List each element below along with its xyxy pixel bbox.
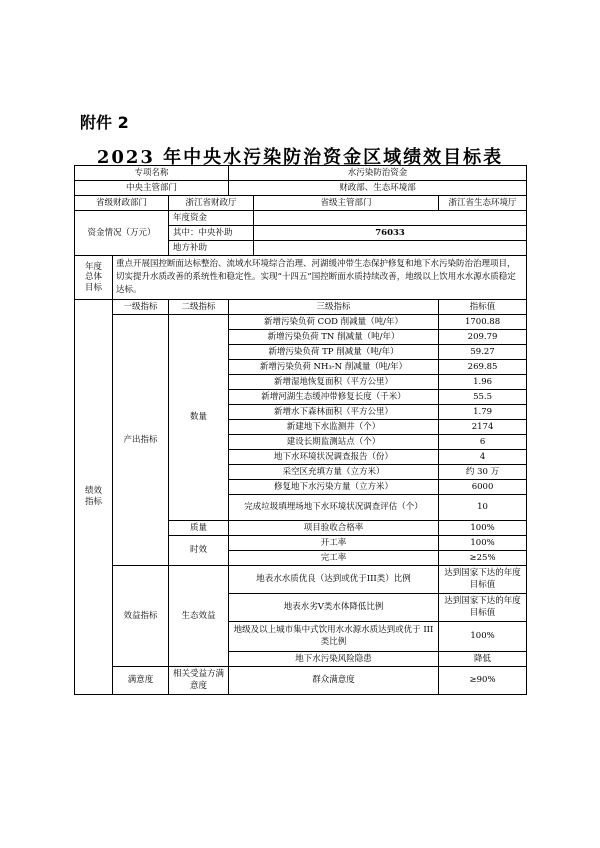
annual-goal-label: 年度 总体 目标 [75, 256, 113, 300]
table-row [75, 315, 527, 330]
project-name-row [75, 166, 527, 181]
indicator-name: 新建地下水监测井（个） [229, 420, 439, 435]
quality-label: 质量 [169, 521, 229, 536]
funds-central-value: 76033 [254, 226, 527, 241]
prov-finance-label: 省级财政部门 [75, 196, 169, 211]
indicator-name: 地表水劣V类水体降低比例 [229, 594, 439, 622]
project-name-value: 水污染防治资金 [229, 166, 527, 181]
indicator-value: 6 [439, 435, 527, 450]
indicator-name: 地表水水质优良（达到或优于III类）比例 [229, 566, 439, 594]
table-row [75, 566, 527, 594]
satisfaction-label: 满意度 [113, 667, 169, 695]
col-value-header: 指标值 [439, 300, 527, 315]
project-name-label: 专项名称 [75, 166, 229, 181]
indicator-name: 新增污染负荷 TN 削减量（吨/年） [229, 330, 439, 345]
funds-local-value [254, 241, 527, 256]
indicator-name: 地级及以上城市集中式饮用水水源水质达到或优于 III 类比例 [229, 622, 439, 652]
indicator-name: 地下水环境状况调查报告（份） [229, 450, 439, 465]
indicator-value: 达到国家下达的年度目标值 [439, 566, 527, 594]
indicator-name: 新增河湖生态缓冲带修复长度（千米） [229, 390, 439, 405]
indicator-value: 4 [439, 450, 527, 465]
output-indicator-label: 产出指标 [113, 315, 169, 566]
indicator-value: 2174 [439, 420, 527, 435]
central-dept-row [75, 181, 527, 196]
prov-dept-value: 浙江省生态环境厅 [439, 196, 527, 211]
timeliness-label: 时效 [169, 536, 229, 566]
funds-row-annual [75, 211, 527, 226]
indicator-value: 6000 [439, 480, 527, 495]
col-level3-header: 三级指标 [229, 300, 439, 315]
indicator-name: 地下水污染风险隐患 [229, 652, 439, 667]
indicator-value: 209.79 [439, 330, 527, 345]
indicator-value: 1.79 [439, 405, 527, 420]
indicator-value: 55.5 [439, 390, 527, 405]
indicator-name: 项目验收合格率 [229, 521, 439, 536]
indicator-value: 100% [439, 536, 527, 551]
indicator-value: 降低 [439, 652, 527, 667]
attachment-label: 附件 2 [80, 113, 129, 132]
funds-annual-value [254, 211, 527, 226]
indicator-name: 新增污染负荷 COD 削减量（吨/年） [229, 315, 439, 330]
indicator-name: 修复地下水污染方量（立方米） [229, 480, 439, 495]
annual-goal-row [75, 256, 527, 300]
indicator-value: 59.27 [439, 345, 527, 360]
indicator-value: 约 30 万 [439, 465, 527, 480]
indicator-value: 10 [439, 495, 527, 521]
indicator-name: 采空区充填方量（立方米） [229, 465, 439, 480]
prov-finance-value: 浙江省财政厅 [169, 196, 254, 211]
page-title: 2023 年中央水污染防治资金区域绩效目标表 [96, 147, 504, 168]
satisfaction-sub-label: 相关受益方满意度 [169, 667, 229, 695]
funds-local-label: 地方补助 [169, 241, 254, 256]
annual-goal-text: 重点开展国控断面达标整治、流域水环境综合治理、河湖缓冲带生态保护修复和地下水污染防治治理项目，切实提升水质改善的系统性和稳定性。实现“十四五”国控断面水质持续改善，地级以上饮用水水源水质稳定达标。 [113, 256, 527, 300]
eco-benefit-label: 生态效益 [169, 566, 229, 667]
central-dept-label: 中央主管部门 [75, 181, 229, 196]
col-level2-header: 二级指标 [169, 300, 229, 315]
indicator-name: 开工率 [229, 536, 439, 551]
indicator-name: 完工率 [229, 551, 439, 566]
indicator-name: 新增污染负荷 NH₃-N 削减量（吨/年） [229, 360, 439, 375]
indicator-value: 269.85 [439, 360, 527, 375]
col-level1-header: 一级指标 [113, 300, 169, 315]
indicator-name: 新增湿地恢复面积（平方公里） [229, 375, 439, 390]
indicator-name: 完成垃圾填埋场地下水环境状况调查评估（个） [229, 495, 439, 521]
perf-indicator-label: 绩效 指标 [75, 300, 113, 695]
funds-central-label: 其中：中央补助 [169, 226, 254, 241]
indicator-value: 100% [439, 622, 527, 652]
indicator-name: 新增污染负荷 TP 削减量（吨/年） [229, 345, 439, 360]
indicator-value: 1.96 [439, 375, 527, 390]
benefit-indicator-label: 效益指标 [113, 566, 169, 667]
funds-annual-label: 年度资金 [169, 211, 254, 226]
perf-header-row [75, 300, 527, 315]
indicator-name: 群众满意度 [229, 667, 439, 695]
table-row [75, 667, 527, 695]
provincial-dept-row [75, 196, 527, 211]
indicator-value: 达到国家下达的年度目标值 [439, 594, 527, 622]
indicator-value: 1700.88 [439, 315, 527, 330]
prov-dept-label: 省级主管部门 [254, 196, 439, 211]
funds-label: 资金情况（万元） [75, 211, 169, 256]
performance-target-table [74, 165, 527, 695]
central-dept-value: 财政部、生态环境部 [229, 181, 527, 196]
indicator-name: 新增水下森林面积（平方公里） [229, 405, 439, 420]
indicator-name: 建设长期监测站点（个） [229, 435, 439, 450]
indicator-value: 100% [439, 521, 527, 536]
indicator-value: ≥90% [439, 667, 527, 695]
quantity-label: 数量 [169, 315, 229, 521]
indicator-value: ≥25% [439, 551, 527, 566]
